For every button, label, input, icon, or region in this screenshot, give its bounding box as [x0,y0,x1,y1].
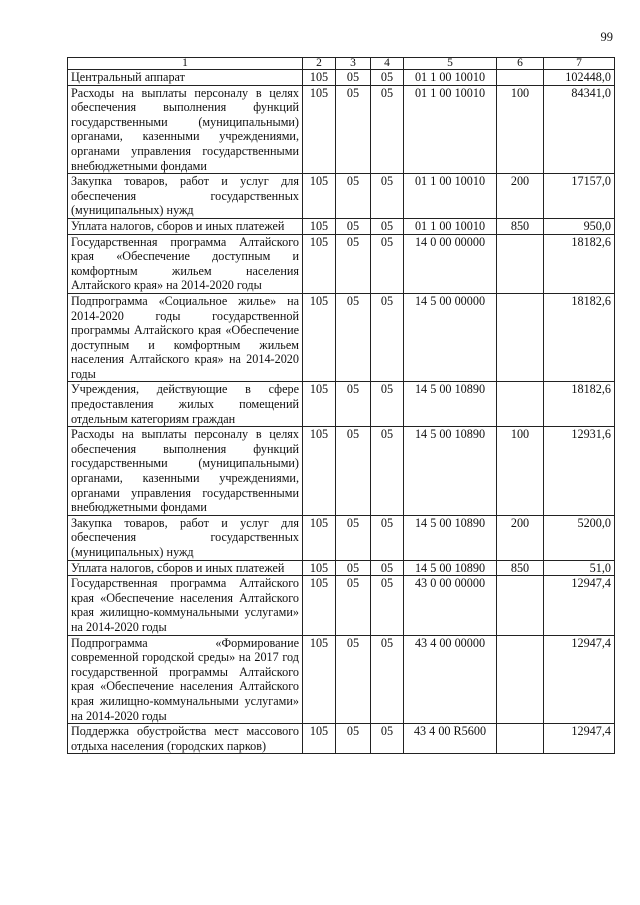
page-number: 99 [600,30,613,44]
table-row [68,70,615,86]
row-amount: 51,0 [544,560,615,576]
row-code-subdivision: 05 [371,576,404,635]
row-amount: 18182,6 [544,293,615,382]
header-col-7: 7 [544,58,615,70]
row-code-section: 105 [303,724,336,754]
row-code-section: 105 [303,560,336,576]
table-row [68,560,615,576]
row-code-subdivision: 05 [371,293,404,382]
row-code-subdivision: 05 [371,560,404,576]
row-name: Поддержка обустройства мест массового отдыха населения (городских парков) [68,724,303,754]
row-code-division: 05 [336,382,371,427]
row-name: Уплата налогов, сборов и иных платежей [68,218,303,234]
row-amount: 12947,4 [544,576,615,635]
row-name: Государственная программа Алтайского края «Обеспечение доступным и комфортным жильем населения Алтайского края» на 2014-2020 годы [68,234,303,293]
row-name: Закупка товаров, работ и услуг для обеспечения государственных (муниципальных) нужд [68,174,303,219]
row-code-section: 105 [303,174,336,219]
header-col-2: 2 [303,58,336,70]
row-code-division: 05 [336,635,371,724]
row-expense-type [497,293,544,382]
row-target-article: 01 1 00 10010 [404,70,497,86]
row-code-section: 105 [303,635,336,724]
table-row [68,427,615,516]
row-target-article: 14 5 00 10890 [404,560,497,576]
row-code-division: 05 [336,427,371,516]
row-amount: 12931,6 [544,427,615,516]
row-target-article: 14 5 00 10890 [404,515,497,560]
row-amount: 12947,4 [544,724,615,754]
row-name: Закупка товаров, работ и услуг для обеспечения государственных (муниципальных) нужд [68,515,303,560]
row-target-article: 01 1 00 10010 [404,85,497,174]
row-name: Центральный аппарат [68,70,303,86]
row-expense-type [497,70,544,86]
row-code-division: 05 [336,515,371,560]
row-expense-type [497,234,544,293]
table-row [68,515,615,560]
row-name: Уплата налогов, сборов и иных платежей [68,560,303,576]
row-code-division: 05 [336,576,371,635]
row-code-section: 105 [303,382,336,427]
row-expense-type: 200 [497,174,544,219]
row-code-section: 105 [303,218,336,234]
row-expense-type: 200 [497,515,544,560]
row-code-division: 05 [336,724,371,754]
table-row [68,174,615,219]
row-amount: 5200,0 [544,515,615,560]
row-expense-type: 100 [497,427,544,516]
table-row [68,234,615,293]
row-code-division: 05 [336,218,371,234]
row-code-section: 105 [303,515,336,560]
row-expense-type: 850 [497,560,544,576]
row-target-article: 43 0 00 00000 [404,576,497,635]
row-amount: 102448,0 [544,70,615,86]
budget-table [67,57,615,754]
row-code-subdivision: 05 [371,724,404,754]
row-code-section: 105 [303,293,336,382]
row-code-subdivision: 05 [371,174,404,219]
row-code-subdivision: 05 [371,70,404,86]
header-col-1: 1 [68,58,303,70]
header-col-5: 5 [404,58,497,70]
table-row [68,293,615,382]
row-amount: 950,0 [544,218,615,234]
row-code-division: 05 [336,70,371,86]
header-col-4: 4 [371,58,404,70]
row-expense-type: 850 [497,218,544,234]
row-amount: 18182,6 [544,382,615,427]
row-expense-type [497,382,544,427]
row-amount: 12947,4 [544,635,615,724]
table-row [68,635,615,724]
row-name: Расходы на выплаты персоналу в целях обеспечения выполнения функций государственными (муниципальными) органами, казенными учреждениями, органами управления государственными внебюджетными фондами [68,85,303,174]
table-row [68,724,615,754]
table-row [68,576,615,635]
row-target-article: 14 5 00 10890 [404,382,497,427]
row-amount: 17157,0 [544,174,615,219]
row-target-article: 01 1 00 10010 [404,174,497,219]
row-name: Подпрограмма «Социальное жилье» на 2014-2020 годы государственной программы Алтайского края «Обеспечение доступным и комфортным жильем населения Алтайского края» на 2014-2020 годы [68,293,303,382]
row-code-section: 105 [303,85,336,174]
row-target-article: 43 4 00 00000 [404,635,497,724]
row-code-division: 05 [336,293,371,382]
row-target-article: 14 5 00 10890 [404,427,497,516]
table-row [68,382,615,427]
row-name: Подпрограмма «Формирование современной городской среды» на 2017 год государственной программы Алтайского края «Обеспечение населения Алтайского края жилищно-коммунальными услугами» на 2014-2020 годы [68,635,303,724]
row-code-subdivision: 05 [371,218,404,234]
row-code-subdivision: 05 [371,234,404,293]
row-code-subdivision: 05 [371,635,404,724]
row-code-section: 105 [303,234,336,293]
row-name: Учреждения, действующие в сфере предоставления жилых помещений отдельным категориям граждан [68,382,303,427]
header-col-6: 6 [497,58,544,70]
row-amount: 18182,6 [544,234,615,293]
row-expense-type [497,576,544,635]
row-target-article: 01 1 00 10010 [404,218,497,234]
row-code-division: 05 [336,560,371,576]
table-row [68,218,615,234]
row-code-section: 105 [303,70,336,86]
header-col-3: 3 [336,58,371,70]
row-target-article: 14 0 00 00000 [404,234,497,293]
row-code-division: 05 [336,85,371,174]
table-row [68,85,615,174]
row-code-subdivision: 05 [371,515,404,560]
row-name: Государственная программа Алтайского края «Обеспечение населения Алтайского края жилищно-коммунальными услугами» на 2014-2020 годы [68,576,303,635]
header-row [68,58,615,70]
row-code-subdivision: 05 [371,85,404,174]
row-code-division: 05 [336,174,371,219]
row-amount: 84341,0 [544,85,615,174]
row-code-subdivision: 05 [371,427,404,516]
row-expense-type [497,724,544,754]
row-target-article: 43 4 00 R5600 [404,724,497,754]
row-code-section: 105 [303,576,336,635]
row-name: Расходы на выплаты персоналу в целях обеспечения выполнения функций государственными (муниципальными) органами, казенными учреждениями, органами управления государственными внебюджетными фондами [68,427,303,516]
row-target-article: 14 5 00 00000 [404,293,497,382]
row-expense-type: 100 [497,85,544,174]
row-code-subdivision: 05 [371,382,404,427]
row-code-section: 105 [303,427,336,516]
row-expense-type [497,635,544,724]
row-code-division: 05 [336,234,371,293]
